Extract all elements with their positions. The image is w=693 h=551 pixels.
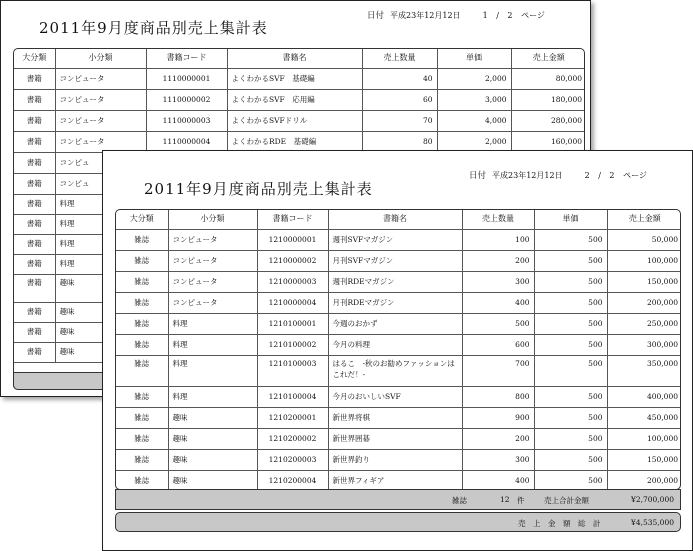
date-value: 平成23年12月12日 bbox=[390, 11, 461, 20]
table-cell: 週刊RDEマガジン bbox=[328, 271, 462, 292]
table-cell: 2,000 bbox=[437, 131, 511, 152]
table-cell: 書籍 bbox=[14, 152, 55, 173]
table-cell: 500 bbox=[534, 386, 607, 407]
table-cell: 600 bbox=[462, 334, 534, 355]
table-row bbox=[116, 250, 681, 271]
page-number: 1 / 2 ページ bbox=[482, 11, 545, 20]
col-header: 書籍コード bbox=[146, 49, 227, 68]
table-cell: コンピュータ bbox=[55, 131, 146, 152]
grand-total-band bbox=[115, 512, 681, 532]
table-row bbox=[116, 229, 681, 250]
col-header: 売上金額 bbox=[607, 210, 681, 229]
table-cell: 70 bbox=[362, 110, 437, 131]
table-header-row bbox=[116, 210, 681, 229]
date-value: 平成23年12月12日 bbox=[492, 171, 563, 180]
table-cell: よくわかるSVFドリル bbox=[227, 110, 362, 131]
table-cell: コンピュータ bbox=[55, 68, 146, 89]
table-cell: 300 bbox=[462, 449, 534, 470]
table-cell: 1210100002 bbox=[257, 334, 328, 355]
table-cell: 趣味 bbox=[55, 274, 146, 302]
date-label: 日付 bbox=[367, 11, 385, 21]
table-cell: コンピュータ bbox=[168, 229, 257, 250]
table-cell: 280,000 bbox=[511, 110, 585, 131]
table-cell: 500 bbox=[534, 407, 607, 428]
table-cell: 500 bbox=[534, 292, 607, 313]
table-cell: はるこ -秋のお勧めファッションはこれだ！- bbox=[328, 355, 462, 386]
table-cell: 1110000004 bbox=[146, 131, 227, 152]
date-label: 日付 bbox=[469, 171, 487, 181]
grand-total-amount: ¥4,535,000 bbox=[631, 518, 674, 527]
table-cell: 350,000 bbox=[607, 355, 681, 386]
table-cell: 雑誌 bbox=[116, 271, 168, 292]
table-cell: 1210100004 bbox=[257, 386, 328, 407]
table-cell: 1210100001 bbox=[257, 313, 328, 334]
table-cell: コンピュ bbox=[55, 152, 146, 173]
table-row bbox=[116, 386, 681, 407]
table-cell: 3,000 bbox=[437, 89, 511, 110]
table-cell: 趣味 bbox=[55, 302, 146, 322]
table-cell: 2,000 bbox=[437, 68, 511, 89]
table-cell: 書籍 bbox=[14, 110, 55, 131]
table-cell: 書籍 bbox=[14, 89, 55, 110]
table-cell: 200,000 bbox=[607, 292, 681, 313]
table-cell: 雑誌 bbox=[116, 292, 168, 313]
table-row bbox=[116, 334, 681, 355]
table-cell: 150,000 bbox=[607, 271, 681, 292]
table-cell: 料理 bbox=[168, 386, 257, 407]
page-title: 2011年9月度商品別売上集計表 bbox=[144, 180, 373, 198]
table-cell: よくわかるSVF 応用編 bbox=[227, 89, 362, 110]
col-header: 書籍コード bbox=[257, 210, 328, 229]
table-cell: 1110000002 bbox=[146, 89, 227, 110]
table-row bbox=[14, 110, 585, 131]
page-title: 2011年9月度商品別売上集計表 bbox=[39, 19, 268, 37]
table-cell: 500 bbox=[534, 449, 607, 470]
table-cell: 300 bbox=[462, 271, 534, 292]
page-number: 2 / 2 ページ bbox=[584, 171, 647, 180]
table-cell: コンピュータ bbox=[55, 110, 146, 131]
table-row bbox=[116, 271, 681, 292]
table-cell: 500 bbox=[534, 250, 607, 271]
table-cell: 300,000 bbox=[607, 334, 681, 355]
table-cell: 700 bbox=[462, 355, 534, 386]
table-cell: 500 bbox=[534, 428, 607, 449]
table-cell: 1210200003 bbox=[257, 449, 328, 470]
table-cell: 今月の料理 bbox=[328, 334, 462, 355]
col-header: 単価 bbox=[534, 210, 607, 229]
table-cell: 雑誌 bbox=[116, 334, 168, 355]
table-cell: コンピュータ bbox=[168, 271, 257, 292]
table-row bbox=[14, 89, 585, 110]
table-cell: 新世界囲碁 bbox=[328, 428, 462, 449]
table-cell: 1210000001 bbox=[257, 229, 328, 250]
table-cell: 500 bbox=[534, 355, 607, 386]
table-cell: 500 bbox=[462, 313, 534, 334]
table-cell: 500 bbox=[534, 334, 607, 355]
table-cell: 雑誌 bbox=[116, 428, 168, 449]
table-cell: 500 bbox=[534, 313, 607, 334]
table-cell: 料理 bbox=[168, 355, 257, 386]
table-cell: よくわかるRDE 基礎編 bbox=[227, 131, 362, 152]
table-cell: 180,000 bbox=[511, 89, 585, 110]
table-cell: 80 bbox=[362, 131, 437, 152]
table-cell: 書籍 bbox=[14, 342, 55, 362]
table-cell: 料理 bbox=[168, 313, 257, 334]
table-cell: 100,000 bbox=[607, 250, 681, 271]
table-cell: 雑誌 bbox=[116, 313, 168, 334]
col-header: 小分類 bbox=[55, 49, 146, 68]
table-cell: 1110000003 bbox=[146, 110, 227, 131]
subtotal-amount: ¥2,700,000 bbox=[631, 495, 674, 504]
col-header: 大分類 bbox=[14, 49, 55, 68]
subtotal-band bbox=[115, 489, 681, 510]
table-row bbox=[116, 292, 681, 313]
table-header-row bbox=[14, 49, 585, 68]
table-cell: 1210200004 bbox=[257, 470, 328, 490]
table-cell: 800 bbox=[462, 386, 534, 407]
col-header: 書籍名 bbox=[227, 49, 362, 68]
table-cell: 100 bbox=[462, 229, 534, 250]
table-cell: 1210200002 bbox=[257, 428, 328, 449]
table-cell: 200,000 bbox=[607, 470, 681, 490]
table-row bbox=[116, 428, 681, 449]
table-cell: 趣味 bbox=[168, 407, 257, 428]
table-cell: 料理 bbox=[55, 254, 146, 274]
table-cell: 書籍 bbox=[14, 214, 55, 234]
table-cell: 書籍 bbox=[14, 131, 55, 152]
table-cell: 250,000 bbox=[607, 313, 681, 334]
col-header: 売上数量 bbox=[362, 49, 437, 68]
table-cell: 60 bbox=[362, 89, 437, 110]
table-cell: 今週のおかず bbox=[328, 313, 462, 334]
subtotal-count-unit: 件 bbox=[517, 496, 525, 505]
table-row bbox=[14, 131, 585, 152]
table-cell: 100,000 bbox=[607, 428, 681, 449]
table-cell: 新世界フィギア bbox=[328, 470, 462, 490]
subtotal-label: 売上合計金額 bbox=[544, 496, 589, 505]
page-meta bbox=[469, 169, 647, 181]
table-cell: 40 bbox=[362, 68, 437, 89]
table-cell: よくわかるSVF 基礎編 bbox=[227, 68, 362, 89]
table-cell: コンピュ bbox=[55, 173, 146, 194]
table-cell: 料理 bbox=[55, 194, 146, 214]
table-cell: 50,000 bbox=[607, 229, 681, 250]
table-cell: 150,000 bbox=[607, 449, 681, 470]
table-cell: 書籍 bbox=[14, 254, 55, 274]
table-cell: 雑誌 bbox=[116, 470, 168, 490]
table-cell: 900 bbox=[462, 407, 534, 428]
table-row bbox=[116, 313, 681, 334]
table-cell: コンピュータ bbox=[168, 250, 257, 271]
table-cell: 趣味 bbox=[55, 342, 146, 362]
table-cell: 趣味 bbox=[168, 470, 257, 490]
table-cell: 今月のおいしいSVF bbox=[328, 386, 462, 407]
table-cell: 200 bbox=[462, 428, 534, 449]
sales-table-box bbox=[115, 209, 681, 490]
table-row bbox=[116, 407, 681, 428]
col-header: 小分類 bbox=[168, 210, 257, 229]
table-row bbox=[116, 470, 681, 490]
table-cell: 1210000004 bbox=[257, 292, 328, 313]
table-cell: 書籍 bbox=[14, 302, 55, 322]
table-cell: 1210100003 bbox=[257, 355, 328, 386]
table-cell: 料理 bbox=[55, 214, 146, 234]
subtotal-category: 雑誌 bbox=[452, 496, 467, 505]
table-cell: コンピュータ bbox=[55, 89, 146, 110]
subtotal-count: 12 bbox=[500, 495, 510, 504]
table-cell: 趣味 bbox=[168, 428, 257, 449]
table-cell: 書籍 bbox=[14, 234, 55, 254]
table-row bbox=[14, 68, 585, 89]
grand-total-label: 売 上 金 額 総 計 bbox=[518, 519, 601, 528]
table-cell: 書籍 bbox=[14, 274, 55, 302]
col-header: 書籍名 bbox=[328, 210, 462, 229]
col-header: 売上金額 bbox=[511, 49, 585, 68]
table-cell: 料理 bbox=[168, 334, 257, 355]
table-cell: 500 bbox=[534, 229, 607, 250]
table-cell: 趣味 bbox=[168, 449, 257, 470]
table-cell: 450,000 bbox=[607, 407, 681, 428]
table-cell: 200 bbox=[462, 250, 534, 271]
table-cell: 1210000002 bbox=[257, 250, 328, 271]
table-cell: 書籍 bbox=[14, 68, 55, 89]
table-cell: 料理 bbox=[55, 234, 146, 254]
table-cell: 書籍 bbox=[14, 322, 55, 342]
table-row bbox=[116, 355, 681, 386]
table-cell: 1110000001 bbox=[146, 68, 227, 89]
table-row bbox=[116, 449, 681, 470]
table-cell: 雑誌 bbox=[116, 449, 168, 470]
table-cell: 月刊RDEマガジン bbox=[328, 292, 462, 313]
col-header: 売上数量 bbox=[462, 210, 534, 229]
table-cell: 1210200001 bbox=[257, 407, 328, 428]
table-cell: 雑誌 bbox=[116, 407, 168, 428]
table-cell: 500 bbox=[534, 271, 607, 292]
table-cell: コンピュータ bbox=[168, 292, 257, 313]
table-cell: 160,000 bbox=[511, 131, 585, 152]
col-header: 大分類 bbox=[116, 210, 168, 229]
table-cell: 週刊SVFマガジン bbox=[328, 229, 462, 250]
table-cell: 1210000003 bbox=[257, 271, 328, 292]
table-cell: 新世界将棋 bbox=[328, 407, 462, 428]
table-cell: 趣味 bbox=[55, 322, 146, 342]
table-cell: 雑誌 bbox=[116, 229, 168, 250]
table-cell: 新世界釣り bbox=[328, 449, 462, 470]
table-cell: 400,000 bbox=[607, 386, 681, 407]
table-cell: 月刊SVFマガジン bbox=[328, 250, 462, 271]
table-cell: 4,000 bbox=[437, 110, 511, 131]
table-cell: 80,000 bbox=[511, 68, 585, 89]
table-cell: 500 bbox=[534, 470, 607, 490]
sales-table bbox=[116, 210, 681, 490]
report-page-2 bbox=[102, 150, 693, 551]
table-cell: 雑誌 bbox=[116, 355, 168, 386]
table-cell: 書籍 bbox=[14, 173, 55, 194]
table-cell: 書籍 bbox=[14, 194, 55, 214]
table-cell: 雑誌 bbox=[116, 386, 168, 407]
table-cell: 400 bbox=[462, 470, 534, 490]
page-meta bbox=[367, 9, 545, 21]
col-header: 単価 bbox=[437, 49, 511, 68]
table-cell: 雑誌 bbox=[116, 250, 168, 271]
table-cell: 400 bbox=[462, 292, 534, 313]
